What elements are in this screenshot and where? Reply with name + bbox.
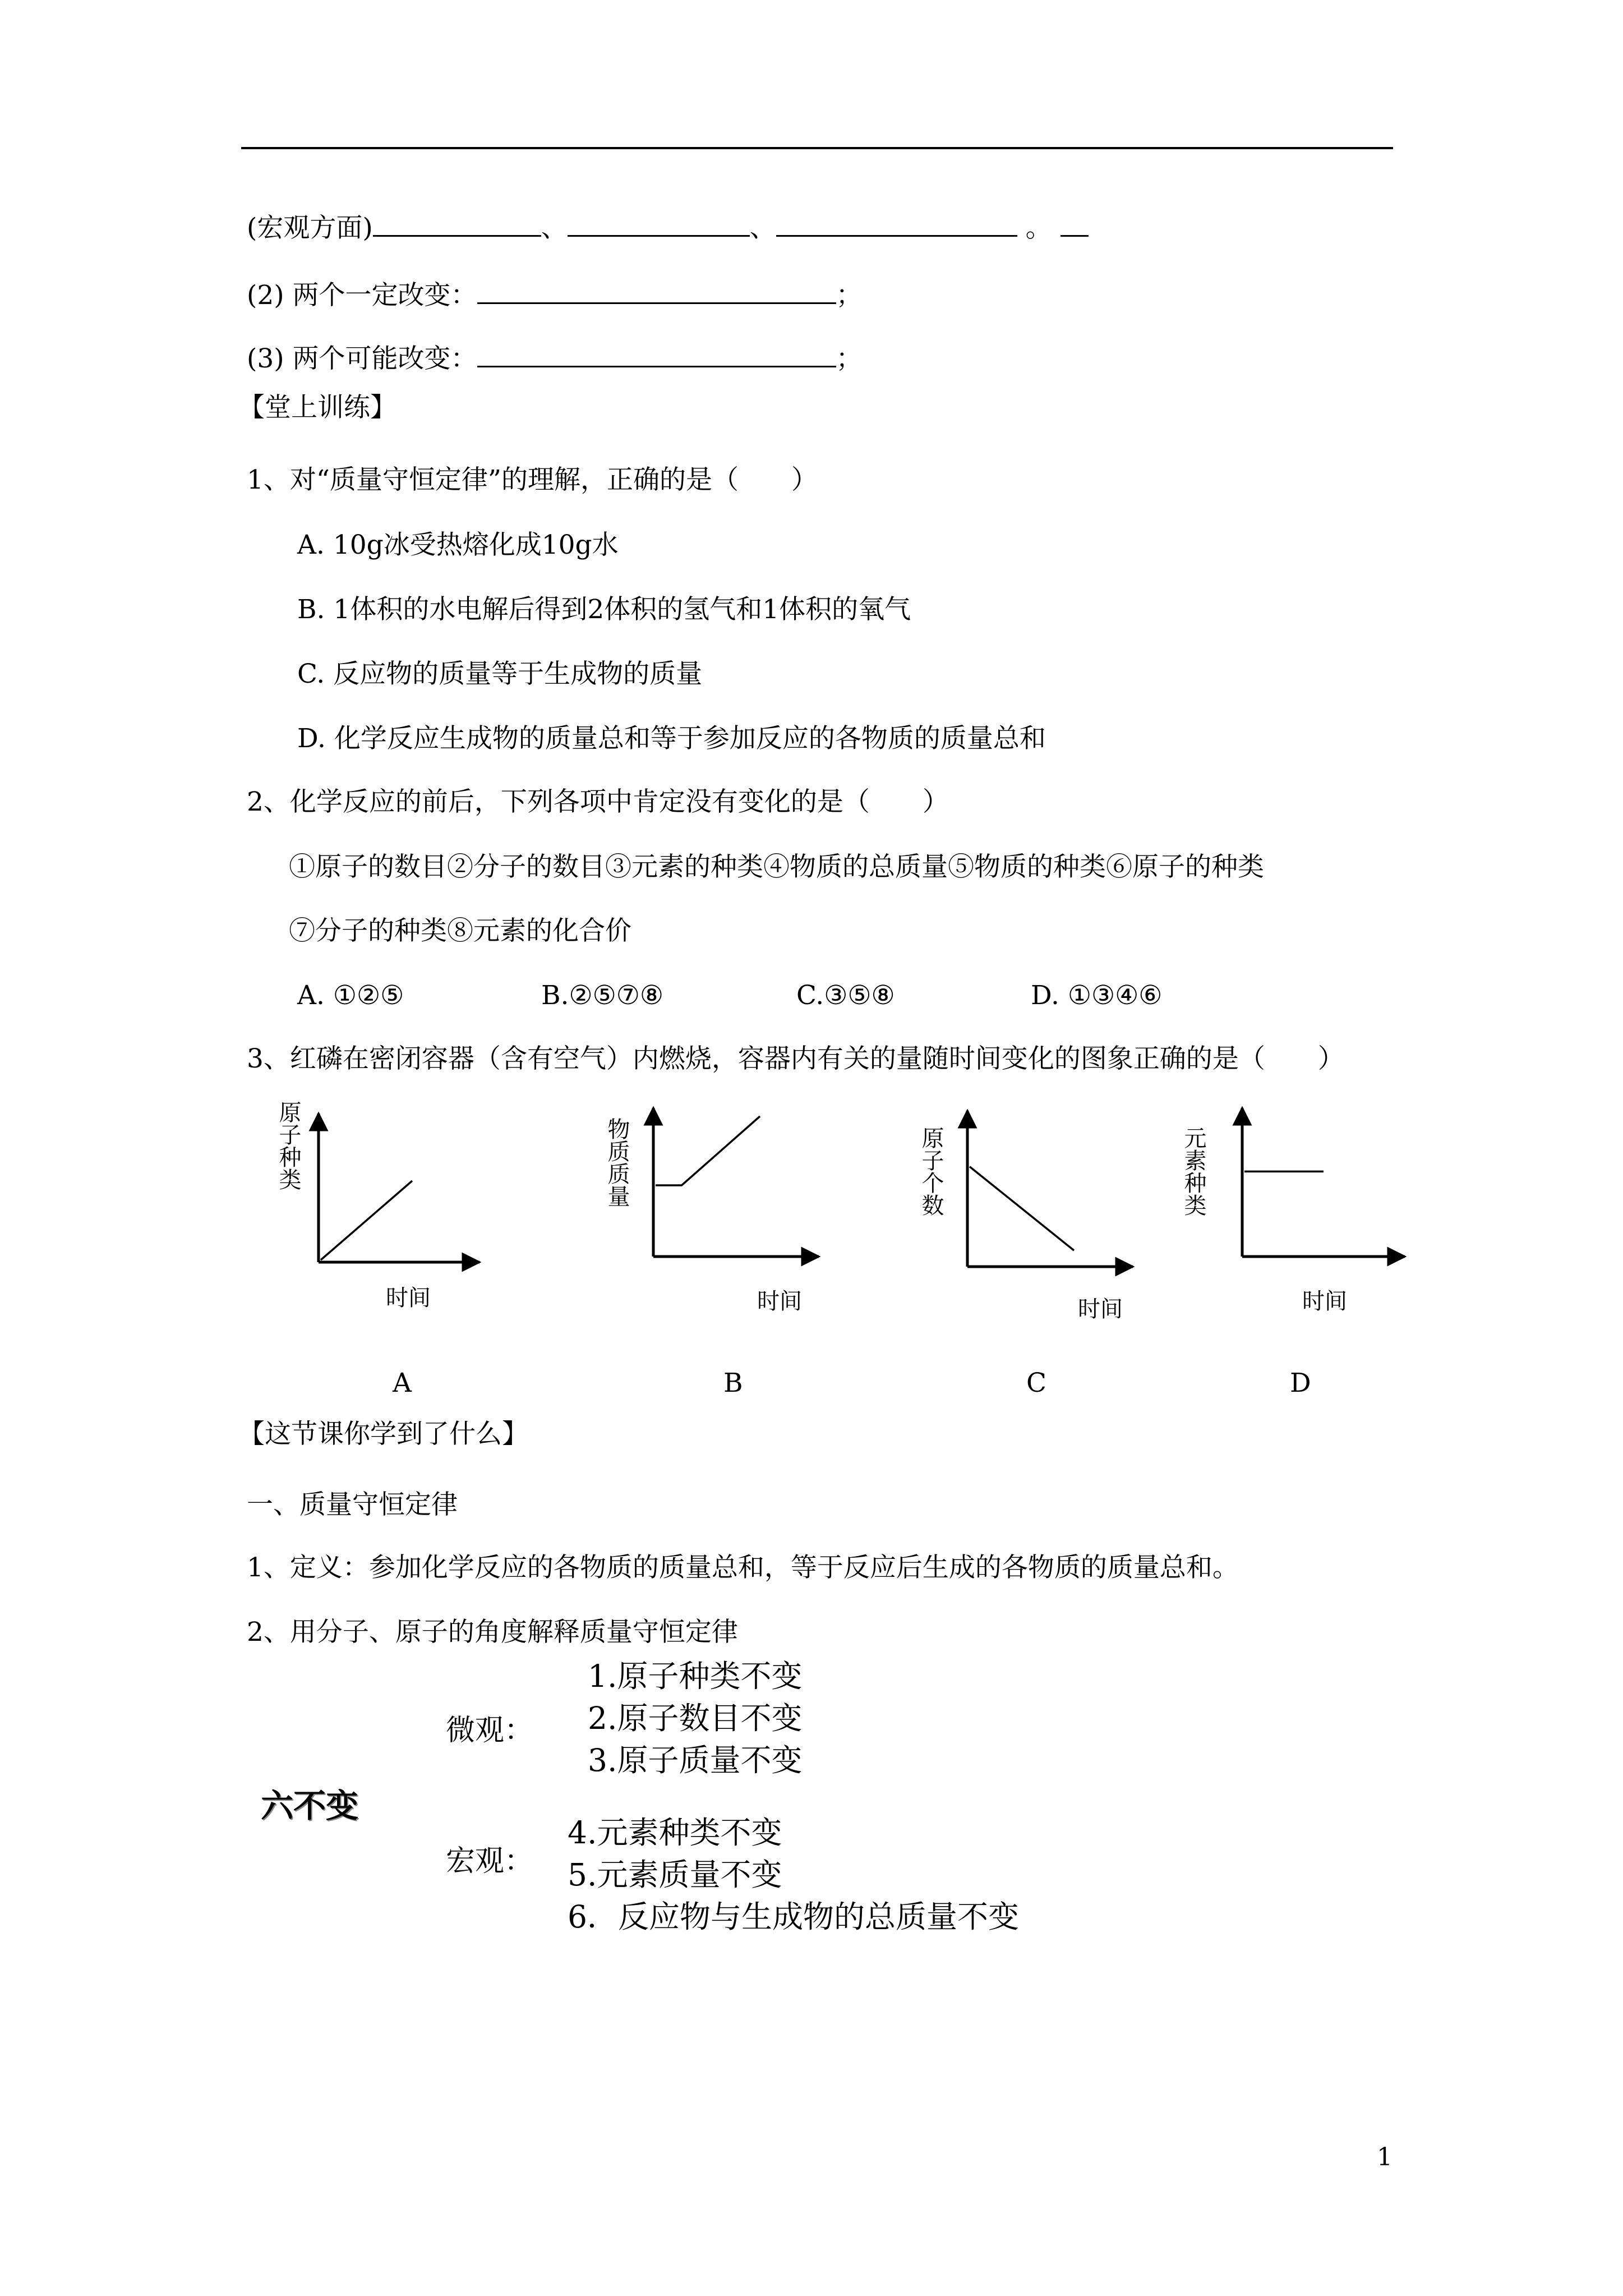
micro-item-1: 1.原子种类不变	[588, 1658, 803, 1694]
q2-option-a: A. ①②⑤	[297, 980, 404, 1011]
chart-d-ylabel: 元素种类	[1181, 1126, 1206, 1216]
sep-2: 、	[749, 213, 776, 243]
page-number: 1	[1377, 2143, 1393, 2171]
q1-option-c: C. 反应物的质量等于生成物的质量	[297, 659, 703, 689]
sep-1: 、	[541, 213, 568, 243]
chart-c	[967, 1111, 1133, 1267]
summary-heading: 一、质量守恒定律	[247, 1489, 458, 1520]
explain: 2、用分子、原子的角度解释质量守恒定律	[247, 1617, 738, 1648]
chart-c-xlabel: 时间	[1078, 1296, 1123, 1322]
change2-label: (2) 两个一定改变：	[247, 280, 477, 311]
chart-d-xlabel: 时间	[1302, 1289, 1347, 1314]
macro-item-4: 4.元素种类不变	[568, 1815, 782, 1851]
q2-option-b: B.②⑤⑦⑧	[541, 980, 664, 1011]
q1-option-b: B. 1体积的水电解后得到2体积的氢气和1体积的氧气	[297, 594, 911, 625]
chart-c-letter: C	[1026, 1368, 1046, 1398]
chart-a-ylabel: 原子种类	[275, 1101, 301, 1190]
chart-b	[653, 1108, 819, 1257]
chart-a	[319, 1114, 479, 1262]
macro-label: (宏观方面)	[247, 213, 373, 243]
q2-items-2: ⑦分子的种类⑧元素的化合价	[289, 915, 631, 946]
definition: 1、定义：参加化学反应的各物质的质量总和，等于反应后生成的各物质的质量总和。	[247, 1552, 1239, 1583]
q2-option-d: D. ①③④⑥	[1031, 980, 1163, 1011]
section-summary: 【这节课你学到了什么】	[238, 1419, 528, 1450]
chart-b-letter: B	[723, 1368, 743, 1398]
chart-b-xlabel: 时间	[757, 1289, 802, 1314]
micro-item-3: 3.原子质量不变	[588, 1742, 803, 1778]
macro-item-5: 5.元素质量不变	[568, 1857, 782, 1893]
section-practice: 【堂上训练】	[238, 392, 396, 423]
q2-option-c: C.③⑤⑧	[796, 980, 895, 1011]
change3-label: (3) 两个可能改变：	[247, 343, 477, 374]
change3-end: ；	[836, 343, 863, 374]
change2-end: ；	[836, 280, 863, 311]
chart-a-letter: A	[393, 1368, 412, 1398]
macro-item-6: 6．反应物与生成物的总质量不变	[568, 1899, 1019, 1935]
chart-a-xlabel: 时间	[386, 1285, 431, 1311]
chart-a-series-line	[321, 1181, 412, 1260]
chart-c-series-line	[970, 1167, 1074, 1250]
chart-d	[1242, 1108, 1405, 1257]
q1-option-a: A. 10g冰受热熔化成10g水	[297, 530, 619, 560]
chart-b-ylabel: 物质质量	[604, 1117, 630, 1207]
chart-c-ylabel: 原子个数	[918, 1126, 944, 1216]
q2-items-1: ①原子的数目②分子的数目③元素的种类④物质的总质量⑤物质的种类⑥原子的种类	[289, 852, 1264, 882]
macro-label: 宏观：	[446, 1844, 534, 1878]
chart-d-letter: D	[1290, 1368, 1311, 1398]
q1-option-d: D. 化学反应生成物的质量总和等于参加反应的各物质的质量总和	[297, 723, 1046, 754]
q3-stem: 3、红磷在密闭容器（含有空气）内燃烧，容器内有关的量随时间变化的图象正确的是（ ）	[247, 1043, 1344, 1074]
diagram-root: 六不变	[261, 1787, 359, 1825]
macro-end: 。	[1025, 213, 1052, 243]
chart-b-series-line	[656, 1116, 760, 1185]
micro-item-2: 2.原子数目不变	[588, 1700, 803, 1736]
q2-stem: 2、化学反应的前后，下列各项中肯定没有变化的是（ ）	[247, 786, 949, 817]
micro-label: 微观：	[446, 1714, 534, 1747]
q1-stem: 1、对“质量守恒定律”的理解，正确的是（ ）	[247, 464, 818, 495]
